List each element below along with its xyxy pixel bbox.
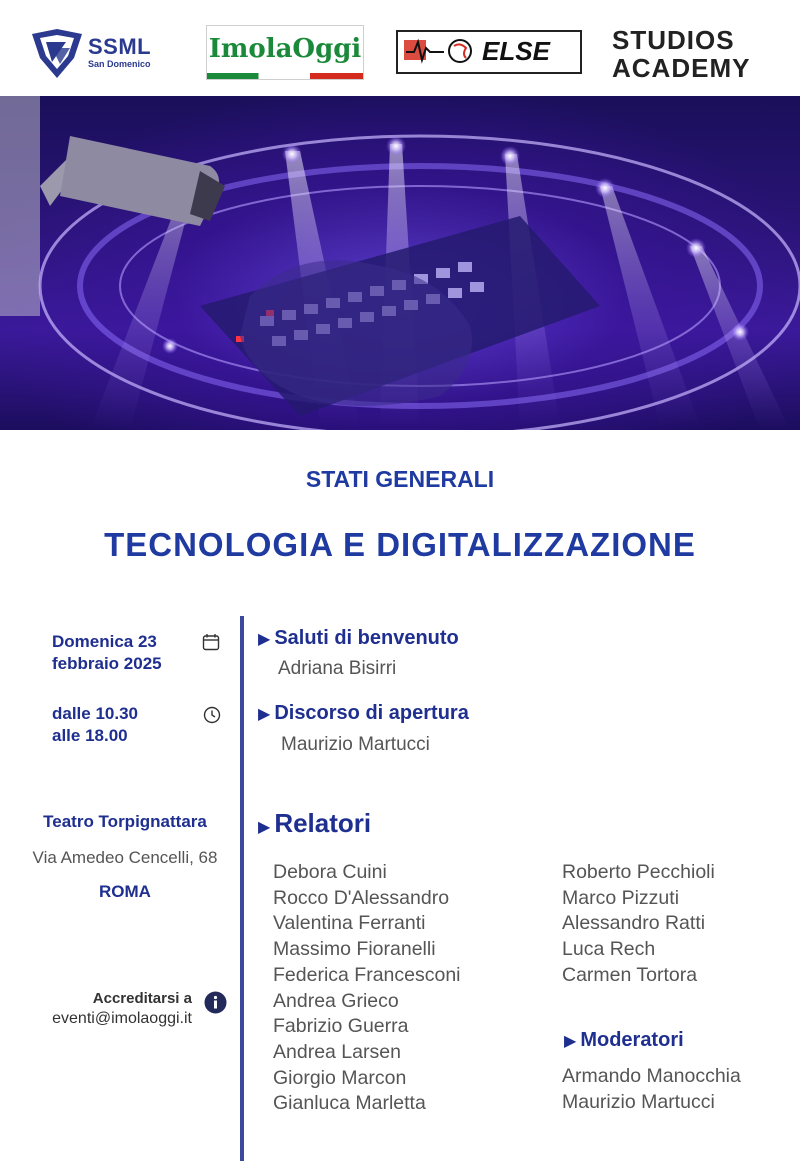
speaker-name: Gianluca Marletta [273, 1092, 426, 1115]
event-time-line1: dalle 10.30 [52, 704, 139, 723]
else-logo-name: ELSE [482, 36, 550, 66]
speakers-title: Relatori [274, 808, 372, 838]
speaker-name: Roberto Pecchioli [562, 861, 715, 883]
else-logo [396, 30, 582, 74]
speaker-name: Luca Rech [562, 938, 656, 961]
arrow-right-icon: ▶ [258, 819, 271, 836]
speaker-name: Giorgio Marcon [273, 1066, 407, 1089]
event-time-line2: alle 18.00 [52, 726, 128, 745]
event-kicker: STATI GENERALI [305, 466, 495, 492]
venue-name: Teatro Torpignattara [43, 812, 207, 831]
italian-flag-stripe [207, 73, 363, 79]
opening-section-title [258, 702, 469, 725]
ssml-logo [30, 28, 170, 78]
accreditation-label: Accreditarsi a [92, 990, 192, 1007]
arrow-right-icon: ▶ [258, 631, 271, 648]
moderators-list [562, 1064, 792, 1115]
logo-bar [0, 0, 800, 96]
speaker-name: Debora Cuini [273, 861, 387, 883]
speaker-name: Alessandro Ratti [562, 912, 706, 935]
speakers-list-col1 [273, 860, 543, 1117]
event-date-line2: febbraio 2025 [52, 654, 162, 673]
moderators-section-title [564, 1029, 684, 1052]
opening-speaker: Maurizio Martucci [281, 734, 430, 755]
moderator-name: Armando Manocchia [562, 1065, 741, 1087]
imolaoggi-logo [206, 25, 364, 80]
technology-banner-image [0, 96, 800, 430]
moderators-title: Moderatori [580, 1029, 684, 1051]
studios-logo-line1: STUDIOS [612, 25, 735, 55]
ssml-logo-name: SSML [88, 34, 152, 59]
speaker-name: Andrea Grieco [273, 989, 399, 1012]
venue-city: ROMA [99, 882, 151, 901]
heartbeat-icon [404, 36, 480, 66]
ssml-shield-icon [30, 28, 84, 80]
event-date-line1: Domenica 23 [52, 632, 157, 651]
speaker-name: Federica Francesconi [273, 963, 461, 986]
welcome-section-title [258, 627, 459, 650]
welcome-speaker: Adriana Bisirri [278, 658, 397, 679]
speaker-name: Andrea Larsen [273, 1040, 401, 1063]
studios-academy-logo [612, 26, 772, 82]
arrow-right-icon: ▶ [564, 1033, 577, 1050]
speaker-name: Massimo Fioranelli [273, 938, 436, 961]
speaker-name: Rocco D'Alessandro [273, 886, 450, 909]
column-divider [240, 616, 244, 1161]
clock-icon [203, 706, 221, 724]
studios-logo-line2: ACADEMY [612, 53, 751, 83]
ssml-logo-sub: San Domenico [88, 59, 151, 69]
speaker-name: Valentina Ferranti [273, 912, 426, 935]
hero-banner [0, 96, 800, 430]
event-time [52, 703, 202, 747]
info-icon [204, 991, 227, 1014]
welcome-title: Saluti di benvenuto [274, 627, 459, 649]
speakers-list-col2 [562, 860, 792, 989]
moderator-name: Maurizio Martucci [562, 1090, 715, 1113]
calendar-icon [202, 633, 220, 651]
accreditation-email[interactable]: eventi@imolaoggi.it [52, 1010, 192, 1027]
imolaoggi-logo-name: ImolaOggi [208, 34, 362, 64]
venue-street: Via Amedeo Cencelli, 68 [32, 848, 218, 867]
opening-title: Discorso di apertura [274, 702, 469, 724]
speakers-section-title [258, 808, 371, 839]
speaker-name: Marco Pizzuti [562, 886, 680, 909]
speaker-name: Fabrizio Guerra [273, 1015, 409, 1038]
speaker-name: Carmen Tortora [562, 963, 698, 986]
event-date [52, 631, 202, 675]
event-title: TECNOLOGIA E DIGITALIZZAZIONE [104, 526, 696, 563]
arrow-right-icon: ▶ [258, 706, 271, 723]
